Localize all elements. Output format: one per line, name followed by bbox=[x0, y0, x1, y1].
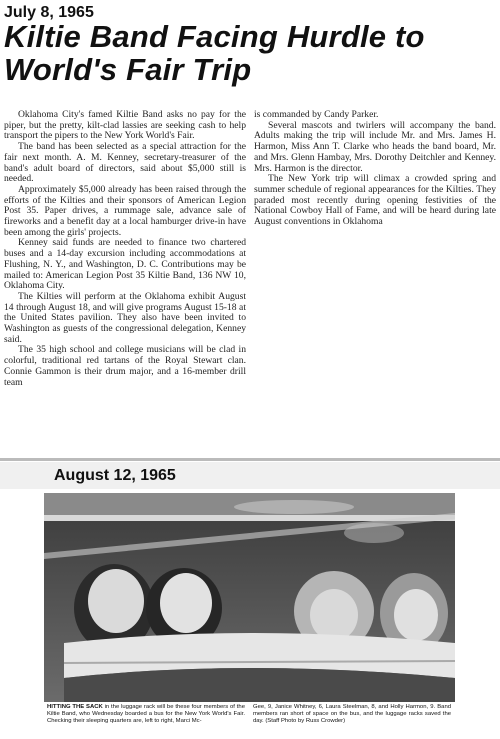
photo-caption-right: Gee, 9, Janice Whitney, 6, Laura Steelman, 8, and Holly Harmon, 9. Band members ran short of space on the bus, and the luggage racks saved the day. (Staff Photo by Russ Crowder) bbox=[253, 704, 451, 725]
paragraph: Approximately $5,000 already has been raised through the efforts of the Kilties and their sponsors of American Legion Post 35. Paper drives, a rummage sale, advance sale of fireworks and a benefit day at a local hamburger drive-in have been among the girls' projects. bbox=[4, 183, 246, 238]
paragraph: Oklahoma City's famed Kiltie Band asks no pay for the piper, but the pretty, kilt-clad lassies are seeking cash to help transport the pipers to the New York World's Fair. bbox=[4, 109, 246, 142]
paragraph: The band has been selected as a special attraction for the fair next month. A. M. Kenney, secretary-treasurer of the band's adult board of directors, said about $5,000 still is needed. bbox=[4, 141, 246, 185]
paragraph: Several mascots and twirlers will accompany the band. Adults making the trip will include Mr. and Mrs. James H. Harmon, Miss Ann T. Clarke who heads the band board, Mr. and Mrs. Glenn Hambay, Mrs. Dorothy Deitchler and Kenney. Mrs. Harmon is the director. bbox=[254, 119, 496, 174]
photo-caption-left bbox=[47, 704, 245, 726]
paragraph: is commanded by Candy Parker. bbox=[254, 109, 379, 120]
headline-line-2: World's Fair Trip bbox=[4, 52, 252, 87]
paragraph: The New York trip will climax a crowded spring and summer schedule of regional appearances for the Kilties. They paraded most recently during opening festivities of the National Cowboy Hall of Fame, and will be heard during late August conventions in Oklahoma bbox=[254, 173, 496, 228]
paragraph: Kenney said funds are needed to finance two chartered buses and a 14-day excursion including accommodations at Flushing, N. Y., and Washington, D. C. Contributions may be mailed to: American Legion Post 35 Kiltie Band, 136 NW 10, Oklahoma City. bbox=[4, 237, 246, 292]
story-date: July 8, 1965 bbox=[4, 4, 94, 21]
paragraph: The Kilties will perform at the Oklahoma exhibit August 14 through August 18, and will give programs August 15-18 at the United States pavilion. They also have been invited to Washington as guests of the congressional delegation, Kenney said. bbox=[4, 290, 246, 345]
headline-line-1: Kiltie Band Facing Hurdle to bbox=[4, 19, 425, 54]
paragraph: The 35 high school and college musicians will be clad in colorful, traditional red tartans of the Royal Stewart clan. Connie Gammon is their drum major, and a 16-member drill team bbox=[4, 344, 246, 388]
article-column-right bbox=[254, 110, 496, 228]
headline bbox=[4, 20, 496, 86]
photo-story-date: August 12, 1965 bbox=[54, 467, 176, 484]
article-column-left bbox=[4, 110, 246, 388]
section-divider bbox=[0, 458, 500, 461]
band-photo bbox=[44, 493, 455, 702]
caption-lead: HITTING THE SACK bbox=[47, 704, 103, 710]
photo-illustration bbox=[44, 493, 455, 702]
caption-text: in the luggage rack will be these four members of the Kiltie Band, who Wednesday boarded a bus for the New York World's Fair. Checking their sleeping quarters are, left to right, Marci Mc- bbox=[47, 704, 245, 725]
